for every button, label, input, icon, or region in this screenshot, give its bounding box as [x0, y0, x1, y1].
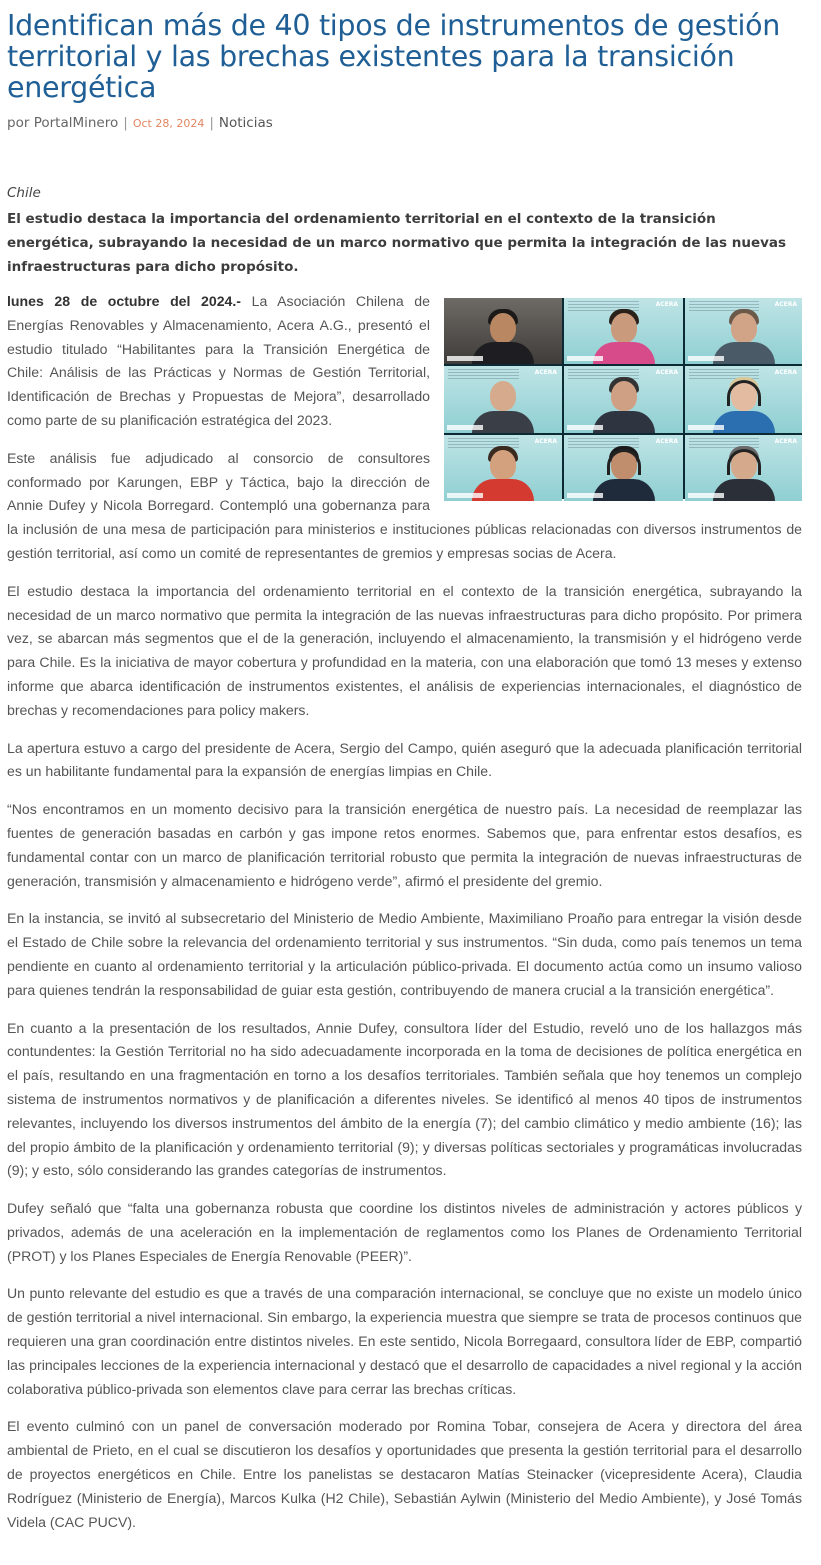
paragraph: “Nos encontramos en un momento decisivo para la transición energética de nuestro país. La necesidad de reemplazar las fuentes de generación basadas en carbón y gas impone retos enormes. Sabemos que, para enfrentar estos desafíos, es fundamental contar con un marco de planificación territorial robusto que permita la integración de nuevas infraestructuras de generación, transmisión y almacenamiento e hidrógeno verde”, afirmó el presidente del gremio. [7, 801, 802, 889]
participant-video-tile [444, 366, 562, 433]
meta-separator: | [209, 115, 214, 131]
article-title[interactable]: Identifican más de 40 tipos de instrumentos de gestión territorial y las brechas existentes para la transición energética [7, 9, 780, 104]
participant-video-tile [564, 366, 683, 433]
author-link[interactable]: PortalMinero [33, 115, 119, 131]
acera-logo: ACERA [774, 438, 797, 445]
participant-video-tile [444, 435, 562, 501]
article-body [7, 290, 802, 1534]
participant-video-tile [564, 298, 683, 364]
paragraph: Un punto relevante del estudio es que a través de una comparación internacional, se concluye que no existe un modelo único de gestión territorial a nivel internacional. Sin embargo, la experiencia muestra que siempre se trata de procesos continuos que requieren una gran coordinación entre distintos niveles. En este sentido, Nicola Borregaard, consultora líder de EBP, compartió las principales lecciones de la experiencia internacional y destacó que el desarrollo de capacidades a nivel regional y la acción colaborativa público-privada son elementos clave para cerrar las brechas críticas. [7, 1285, 802, 1397]
article [7, 0, 802, 1548]
participant-video-tile [685, 435, 802, 501]
paragraph: Este análisis fue adjudicado al consorcio de consultores conformado por Karungen, EBP y Táctica, bajo la dirección de Annie Dufey y Nicola Borregard. Contempló una gobernanza para la inclusión de una mesa de participación para ministerios e instituciones públicas relacionadas con diversos instrumentos de gestión territorial, así como un comité de representantes de gremios y empresas socias de Acera. [7, 449, 802, 561]
post-meta [7, 115, 802, 131]
acera-logo: ACERA [534, 369, 557, 376]
acera-logo: ACERA [655, 369, 678, 376]
article-lead: El estudio destaca la importancia del ordenamiento territorial en el contexto de la transición energética, subrayando la necesidad de un marco normativo que permita la integración de las nuevas infraestructuras para dicho propósito. [7, 211, 787, 275]
location-label: Chile [7, 185, 41, 201]
acera-logo: ACERA [655, 301, 678, 308]
paragraph-text: La Asociación Chilena de Energías Renovables y Almacenamiento, Acera A.G., presentó el estudio titulado “Habilitantes para la Transición Energética de Chile: Análisis de las Prácticas y Normas de Gestión Territorial, Identificación de Brechas y Propuestas de Mejora”, desarrollado como parte de su planificación estratégica del 2023. [7, 293, 430, 428]
paragraph: Dufey señaló que “falta una gobernanza robusta que coordine los distintos niveles de administración y actores públicos y privados, además de una aceleración en la implementación de reglamentos como los Planes de Ordenamiento Territorial (PROT) y los Planes Especiales de Energía Renovable (PEER)”. [7, 1200, 802, 1264]
paragraph: En cuanto a la presentación de los resultados, Annie Dufey, consultora líder del Estudio, reveló uno de los hallazgos más contundentes: la Gestión Territorial no ha sido adecuadamente incorporada en la toma de decisiones de política energética en el país, resultando en una fragmentación en torno a los desafíos territoriales. También señala que hoy tenemos un complejo sistema de instrumentos normativos y de planificación a diferentes niveles. Se identificó al menos 40 tipos de instrumentos relevantes, incluyendo los diversos instrumentos del ámbito de la energía (7); del cambio climático y medio ambiente (16); las del propio ámbito de la planificación y ordenamiento territorial (9); y diversas políticas sectoriales y programáticas involucradas (9); y esto, sólo considerando las grandes categorías de instrumentos. [7, 1019, 802, 1179]
participant-video-tile [685, 298, 802, 364]
participant-video-tile [444, 298, 562, 364]
paragraph: La apertura estuvo a cargo del presidente de Acera, Sergio del Campo, quién aseguró que la adecuada planificación territorial es un habilitante fundamental para la expansión de energías limpias en Chile. [7, 739, 802, 780]
category-link[interactable]: Noticias [218, 115, 273, 131]
paragraph: En la instancia, se invitó al subsecretario del Ministerio de Medio Ambiente, Maximiliano Proaño para entregar la visión desde el Estado de Chile sobre la relevancia del ordenamiento territorial y sus instrumentos. “Sin duda, como país tenemos un tema pendiente en cuanto al ordenamiento territorial y la articulación público-privada. El documento actúa como un insumo valioso para quienes tendrán la responsabilidad de guiar esta gestión, contribuyendo de manera crucial a la transición energética”. [7, 910, 802, 998]
participant-video-tile [564, 435, 683, 501]
paragraph: El evento culminó con un panel de conversación moderado por Romina Tobar, consejera de Acera y directora del área ambiental de Prieto, en el cual se discutieron los desafíos y oportunidades que presenta la gestión territorial para el desarrollo de proyectos energéticos en Chile. Entre los panelistas se destacaron Matías Steinacker (vicepresidente Acera), Claudia Rodríguez (Ministerio de Energía), Marcos Kulka (H2 Chile), Sebastián Aylwin (Ministerio del Medio Ambiente), y José Tomás Videla (CAC PUCV). [7, 1418, 802, 1530]
post-date: Oct 28, 2024 [132, 117, 205, 130]
meeting-screenshot-image [444, 298, 802, 499]
meta-separator: | [123, 115, 128, 131]
acera-logo: ACERA [534, 438, 557, 445]
acera-logo: ACERA [774, 369, 797, 376]
paragraph: El estudio destaca la importancia del ordenamiento territorial en el contexto de la transición energética, subrayando la necesidad de un marco normativo que permita la integración de las nuevas infraestructuras para dicho propósito. Por primera vez, se abarcan más segmentos que el de la generación, incluyendo el almacenamiento, la transmisión y el hidrógeno verde para Chile. Es la iniciativa de mayor cobertura y profundidad en la materia, con una elaboración que tomó 13 meses y extenso informe que abarca identificación de instrumentos existentes, el análisis de experiencias internacionales, el diagnóstico de brechas y recomendaciones para policy makers. [7, 582, 802, 718]
dateline: lunes 28 de octubre del 2024.- [7, 293, 242, 309]
acera-logo: ACERA [655, 438, 678, 445]
acera-logo: ACERA [774, 301, 797, 308]
author-prefix: por [7, 115, 30, 131]
participant-video-tile [685, 366, 802, 433]
